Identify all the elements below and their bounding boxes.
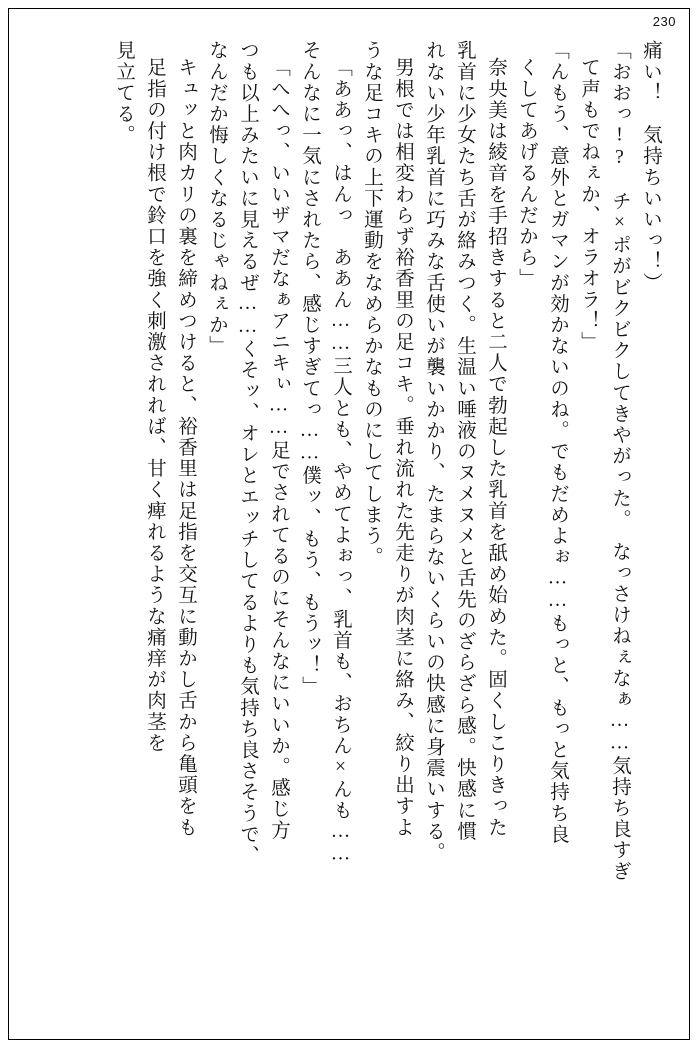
text-line: 「おおっ!? チ×ポがビクビクしてきやがった。 なっさけねぇなぁ……気持ち良すぎ bbox=[609, 40, 630, 882]
text-line: そんなに一気にされたら、感じすぎてっ……僕ッ、もう、もうッ！」 bbox=[299, 40, 320, 698]
text-line: 「ああっ、はんっ ああん……三人とも、やめてよぉっ、乳首も、おちん×んも…… bbox=[330, 57, 351, 867]
text-line: 乳首に少女たち舌が絡みつく。生温い唾液のヌメヌメと舌先のざらざら感。快感に慣 bbox=[454, 40, 475, 842]
text-line: 男根では相変わらず裕香里の足コキ。垂れ流れた先走りが肉茎に絡み、絞り出すよ bbox=[392, 57, 413, 838]
text-line: 奈央美は綾音を手招きすると二人で勃起した乳首を舐め始めた。固くしこりきった bbox=[485, 57, 506, 838]
page-number: 230 bbox=[652, 14, 676, 29]
text-line: うな足コキの上下運動をなめらかなものにしてしまう。 bbox=[361, 40, 382, 568]
text-line: くしてあげるんだから」 bbox=[516, 57, 537, 290]
text-line: キュッと肉カリの裏を締めつけると、裕香里は足指を交互に動かし舌から亀頭をも bbox=[175, 57, 196, 838]
text-line: 足指の付け根で鈴口を強く刺激されれば、甘く痺れるような痛痒が肉茎を bbox=[144, 57, 165, 754]
text-line: 「んもう、意外とガマンが効かないのね。でもだめよぉ……もっと、もっと気持ち良 bbox=[547, 40, 568, 845]
text-line: 「へへっ、いいザマだなぁアニキぃ……足でされてるのにそんなにいいか。感じ方 bbox=[268, 57, 289, 841]
text-line: 痛い！ 気持ちいいっ！） bbox=[640, 40, 661, 294]
vertical-text-block bbox=[30, 40, 660, 1000]
text-line: れない少年乳首に巧みな舌使いが襲いかかり、たまらないくらいの快感に身震いする。 bbox=[423, 40, 444, 863]
text-line: なんだか悔しくなるじゃねぇか」 bbox=[206, 40, 227, 357]
text-line: つも以上みたいに見えるぜ……くそッ、オレとエッチしてるよりも気持ち良さそうで、 bbox=[237, 40, 258, 866]
text-line: 見立てる。 bbox=[113, 40, 134, 146]
text-line: て声もでねぇか、オラオラ！」 bbox=[578, 57, 599, 353]
